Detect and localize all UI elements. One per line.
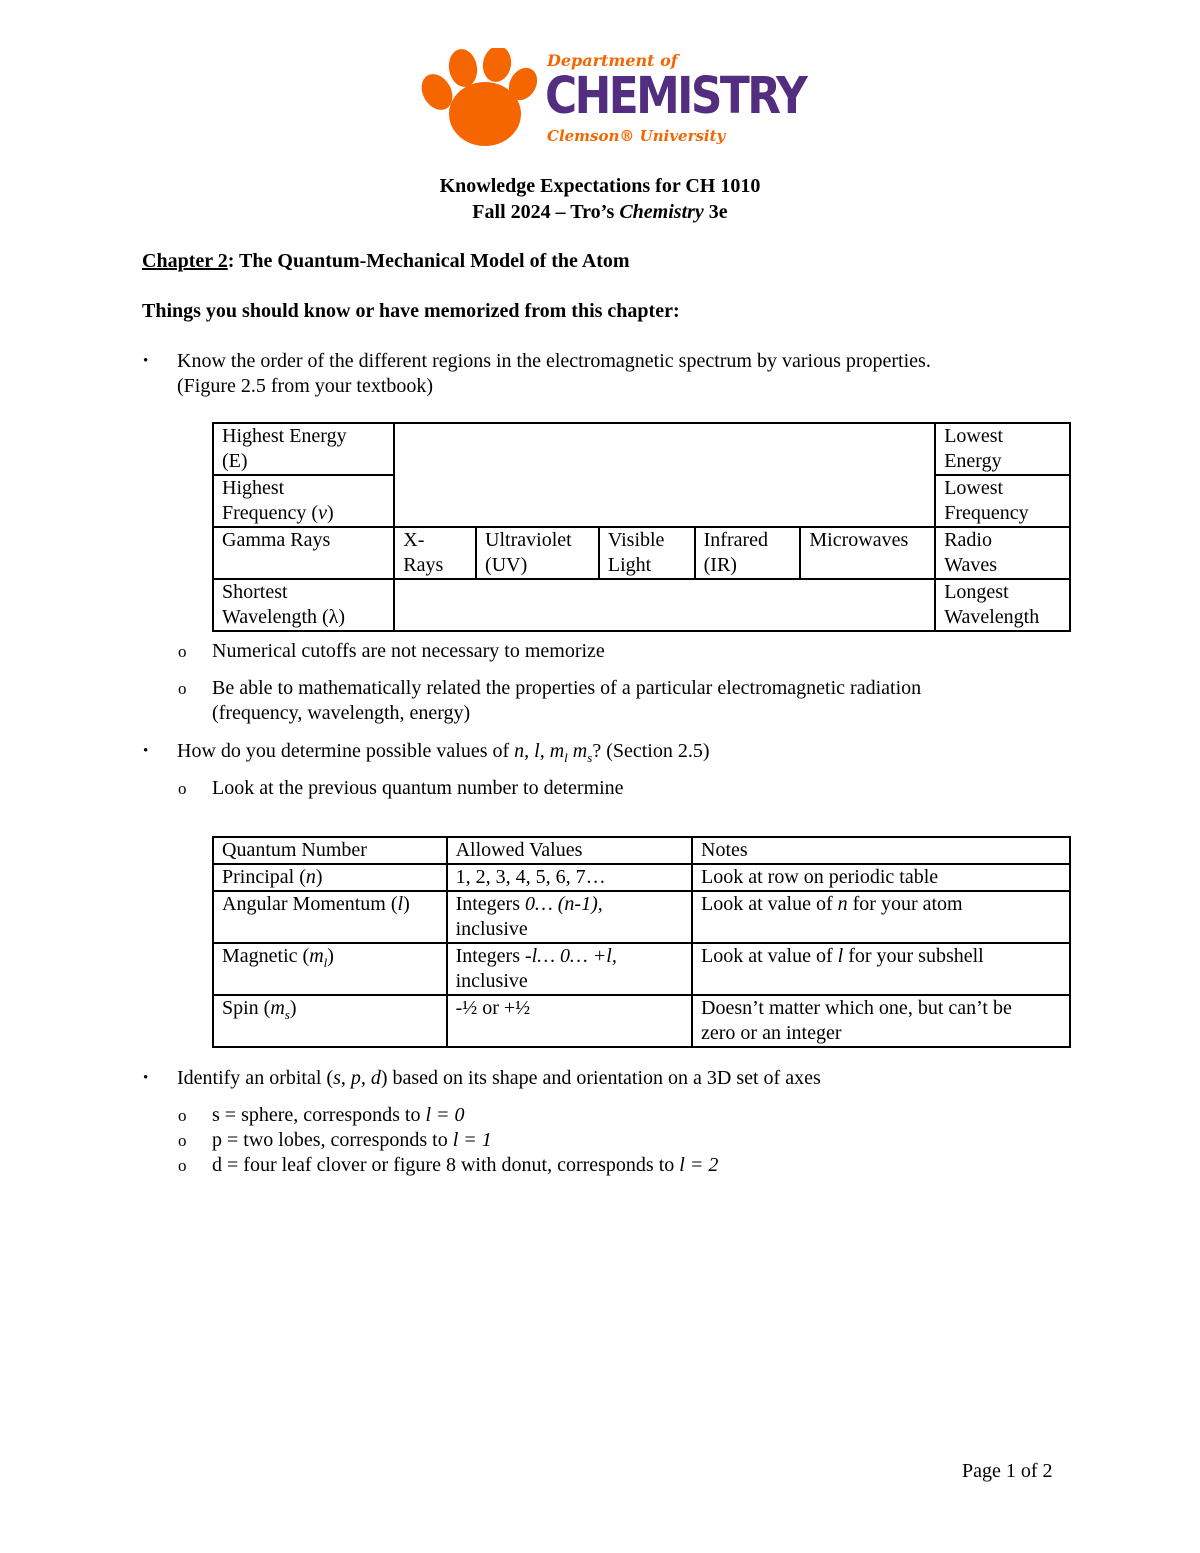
table-row (213, 423, 1070, 475)
cell-text: Frequency (944, 502, 1029, 524)
sub-bullet-icon: o (178, 1131, 187, 1150)
logo-university-text: Clemson® University (547, 127, 726, 145)
qn-notes-cell (692, 943, 1070, 995)
intro-heading: Things you should know or have memorized from this chapter: (142, 300, 680, 322)
cell-text: ) (315, 866, 323, 888)
logo-chemistry-text: CHEMISTRY (545, 67, 806, 126)
qn-name-cell (213, 891, 447, 943)
cell-sub: l (323, 955, 328, 970)
cell-text: Principal ( (222, 866, 306, 888)
cell-var: n (837, 893, 848, 915)
shortest-wavelength-cell (213, 579, 394, 631)
qn-values-cell: 1, 2, 3, 4, 5, 6, 7… (447, 864, 692, 891)
column-header: Allowed Values (447, 837, 692, 864)
subtitle-book: Chemistry (619, 201, 704, 223)
bullet1-line1: Know the order of the different regions in the electromagnetic spectrum by various properties. (177, 350, 931, 372)
orbital-eq: l = 0 (425, 1104, 465, 1126)
table-header-row (213, 837, 1070, 864)
bullet-icon: • (143, 1070, 149, 1086)
cell-text: (E) (222, 450, 248, 472)
cell-text: Ultraviolet (485, 529, 572, 551)
region-cell (800, 527, 935, 579)
bullet-icon: • (143, 743, 149, 759)
cell-sub: s (284, 1007, 290, 1022)
cell-text: Gamma Rays (222, 529, 331, 551)
empty-cell (394, 579, 935, 631)
orbital-p (212, 1128, 492, 1153)
qn-values-cell (447, 943, 692, 995)
cell-text: Lowest (944, 425, 1004, 447)
table-row (213, 579, 1070, 631)
cell-text: Look at value of (701, 945, 838, 967)
cell-text: Spin ( (222, 997, 271, 1019)
subscript-s: s (587, 750, 593, 765)
logo-department-text: Department of (547, 51, 678, 70)
chapter-label: Chapter 2 (142, 250, 228, 272)
cell-text: Light (607, 554, 652, 576)
cell-text: Energy (944, 450, 1002, 472)
cell-var: m (309, 945, 324, 967)
sub-bullet-icon: o (178, 1106, 187, 1125)
lowest-energy-cell (935, 423, 1070, 475)
em-spectrum-table (212, 422, 1071, 632)
bullet3-prefix: Identify an orbital ( (177, 1067, 334, 1089)
region-cell (476, 527, 599, 579)
highest-frequency-cell (213, 475, 394, 527)
cell-text: for your atom (847, 893, 963, 915)
cell-text: ) (326, 502, 334, 524)
table-row (213, 943, 1070, 995)
orbital-d (212, 1153, 718, 1178)
bullet3-text (177, 1066, 821, 1091)
cell-var: 0… (n-1), (524, 893, 603, 915)
table-row (213, 995, 1070, 1047)
orbital-s (212, 1103, 465, 1128)
sub-bullet-icon: o (178, 679, 187, 698)
cell-text: for your subshell (843, 945, 984, 967)
bullet2-m: m (567, 740, 588, 762)
sub2a-text: Look at the previous quantum number to determine (212, 777, 624, 799)
bullet2-vars: n, l, m (514, 740, 565, 762)
qn-name-cell (213, 995, 447, 1047)
cell-text: Integers (455, 893, 525, 915)
subscript-l: l (564, 750, 568, 765)
subtitle-suffix: 3e (703, 201, 728, 223)
bullet3-vars: s, p, d (333, 1067, 381, 1089)
cell-text: inclusive (455, 918, 528, 940)
bullet-icon: • (143, 353, 149, 369)
sub-bullet-icon: o (178, 1156, 187, 1175)
qn-values-cell: -½ or +½ (447, 995, 692, 1047)
chapter-heading (142, 249, 630, 274)
cell-text: ) (403, 893, 410, 915)
bullet1-line2: (Figure 2.5 from your textbook) (177, 375, 434, 397)
longest-wavelength-cell (935, 579, 1070, 631)
cell-text: Frequency ( (222, 502, 319, 524)
sub1b-line1: Be able to mathematically related the properties of a particular electromagnetic radiation (212, 677, 922, 699)
orbital-text: d = four leaf clover or figure 8 with donut, corresponds to (212, 1154, 680, 1176)
cell-text: Integers - (455, 945, 532, 967)
region-cell (394, 527, 476, 579)
cell-var: m (270, 997, 285, 1019)
column-header: Notes (692, 837, 1070, 864)
qn-notes-cell (692, 995, 1070, 1047)
bullet2-text (177, 739, 710, 770)
chapter-title: : The Quantum-Mechanical Model of the Atom (227, 250, 630, 272)
cell-var: l (397, 893, 404, 915)
cell-text: (UV) (485, 554, 528, 576)
cell-text: Look at value of (701, 893, 838, 915)
cell-text: ) (289, 997, 297, 1019)
cell-text: Shortest (222, 581, 288, 603)
cell-text: Highest Energy (222, 425, 347, 447)
cell-text: Visible (607, 529, 665, 551)
cell-text: Microwaves (809, 529, 909, 551)
document-subtitle (0, 200, 1200, 225)
tiger-paw-icon (415, 48, 540, 148)
cell-text: Angular Momentum ( (222, 893, 398, 915)
document-title: Knowledge Expectations for CH 1010 (439, 175, 761, 197)
cell-text: Rays (403, 554, 444, 576)
cell-text: zero or an integer (701, 1022, 842, 1044)
cell-text: Wavelength (λ) (222, 606, 346, 628)
cell-var: v (318, 502, 327, 524)
orbital-text: s = sphere, corresponds to (212, 1104, 426, 1126)
cell-text: X- (403, 529, 425, 551)
cell-text: ) (327, 945, 334, 967)
region-cell (599, 527, 695, 579)
cell-text: Magnetic ( (222, 945, 310, 967)
cell-text: Radio (944, 529, 992, 551)
region-cell (935, 527, 1070, 579)
sub1b-line2: (frequency, wavelength, energy) (212, 702, 471, 724)
region-cell (213, 527, 394, 579)
empty-cell (394, 423, 935, 527)
qn-name-cell (213, 864, 447, 891)
cell-text: Doesn’t matter which one, but can’t be (701, 997, 1012, 1019)
orbital-text: p = two lobes, corresponds to (212, 1129, 453, 1151)
bullet2-prefix: How do you determine possible values of (177, 740, 515, 762)
cell-var: l (837, 945, 844, 967)
region-cell (695, 527, 801, 579)
qn-values-cell (447, 891, 692, 943)
cell-text: Highest (222, 477, 285, 499)
cell-var: l… 0… +l, (531, 945, 617, 967)
cell-text: Waves (944, 554, 998, 576)
subtitle-prefix: Fall 2024 – Tro’s (472, 201, 620, 223)
bullet3-suffix: ) based on its shape and orientation on a 3D set of axes (380, 1067, 821, 1089)
quantum-number-table (212, 836, 1071, 1048)
orbital-eq: l = 2 (679, 1154, 719, 1176)
column-header: Quantum Number (213, 837, 447, 864)
cell-text: (IR) (703, 554, 737, 576)
highest-energy-cell (213, 423, 394, 475)
sub1a-text: Numerical cutoffs are not necessary to memorize (212, 640, 605, 662)
sub-bullet-icon: o (178, 642, 187, 661)
lowest-frequency-cell (935, 475, 1070, 527)
cell-text: Lowest (944, 477, 1004, 499)
cell-text: Wavelength (944, 606, 1040, 628)
cell-text: inclusive (455, 970, 528, 992)
bullet2-suffix: ? (Section 2.5) (592, 740, 710, 762)
table-row (213, 527, 1070, 579)
page-number: Page 1 of 2 (962, 1460, 1053, 1482)
sub-bullet-icon: o (178, 779, 187, 798)
cell-text: Infrared (703, 529, 769, 551)
table-row (213, 891, 1070, 943)
orbital-eq: l = 1 (452, 1129, 492, 1151)
qn-notes-cell (692, 891, 1070, 943)
cell-text: Longest (944, 581, 1009, 603)
qn-name-cell (213, 943, 447, 995)
qn-notes-cell: Look at row on periodic table (692, 864, 1070, 891)
cell-var: n (305, 866, 316, 888)
department-logo (415, 48, 806, 150)
table-row (213, 864, 1070, 891)
